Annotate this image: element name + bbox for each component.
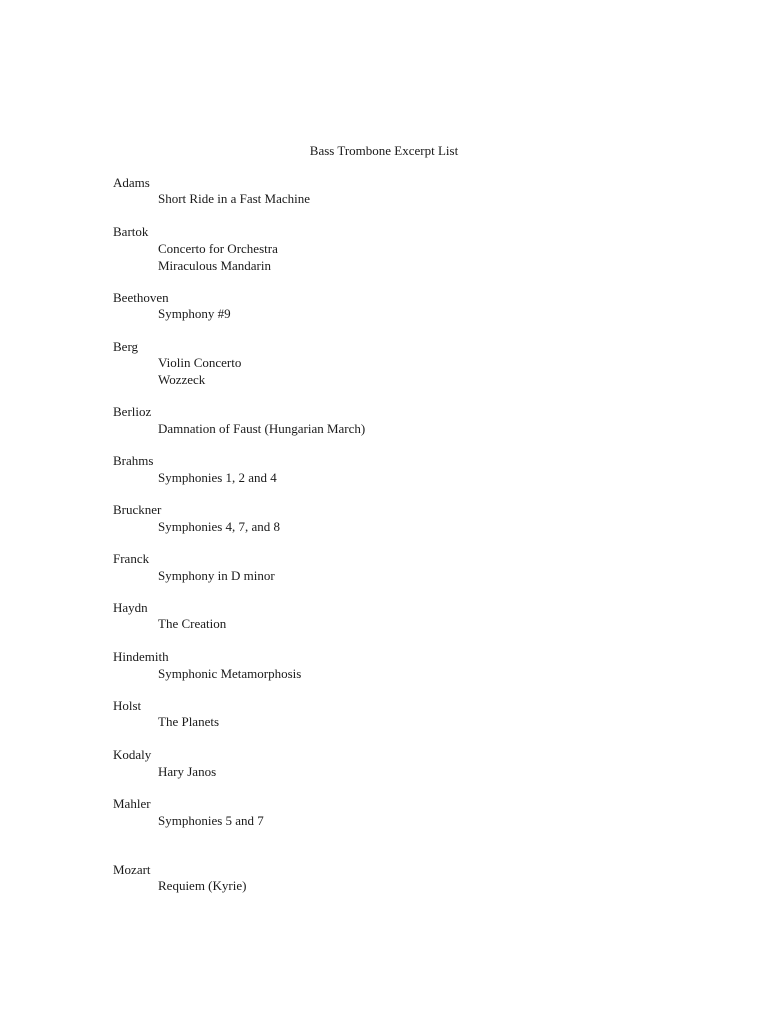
- composer-name: Beethoven: [113, 290, 169, 305]
- composer-name: Mozart: [113, 862, 151, 877]
- composer-name: Brahms: [113, 453, 154, 468]
- work-title: The Creation: [158, 616, 227, 631]
- composer-name: Holst: [113, 698, 142, 713]
- composer-name: Mahler: [113, 796, 151, 811]
- composer-name: Berlioz: [113, 404, 152, 419]
- composer-name: Kodaly: [113, 747, 152, 762]
- work-title: Symphony #9: [158, 306, 231, 321]
- composer-name: Berg: [113, 339, 139, 354]
- work-title: Damnation of Faust (Hungarian March): [158, 421, 366, 436]
- work-title: Hary Janos: [158, 764, 217, 779]
- work-title: Violin Concerto: [158, 355, 242, 370]
- work-title: Symphony in D minor: [158, 568, 275, 583]
- composer-name: Hindemith: [113, 649, 169, 664]
- composer-name: Bartok: [113, 224, 149, 239]
- work-title: Symphonies 1, 2 and 4: [158, 470, 277, 485]
- work-title: Miraculous Mandarin: [158, 258, 272, 273]
- work-title: Symphonies 4, 7, and 8: [158, 519, 281, 534]
- composer-name: Franck: [113, 551, 150, 566]
- composer-name: Haydn: [113, 600, 148, 615]
- work-title: Short Ride in a Fast Machine: [158, 191, 311, 206]
- composer-name: Bruckner: [113, 502, 162, 517]
- work-title: Concerto for Orchestra: [158, 241, 278, 256]
- work-title: The Planets: [158, 714, 220, 729]
- work-title: Wozzeck: [158, 372, 206, 387]
- document-title: Bass Trombone Excerpt List: [309, 143, 459, 158]
- composer-name: Adams: [113, 175, 150, 190]
- work-title: Symphonies 5 and 7: [158, 813, 264, 828]
- work-title: Symphonic Metamorphosis: [158, 666, 302, 681]
- work-title: Requiem (Kyrie): [158, 878, 247, 893]
